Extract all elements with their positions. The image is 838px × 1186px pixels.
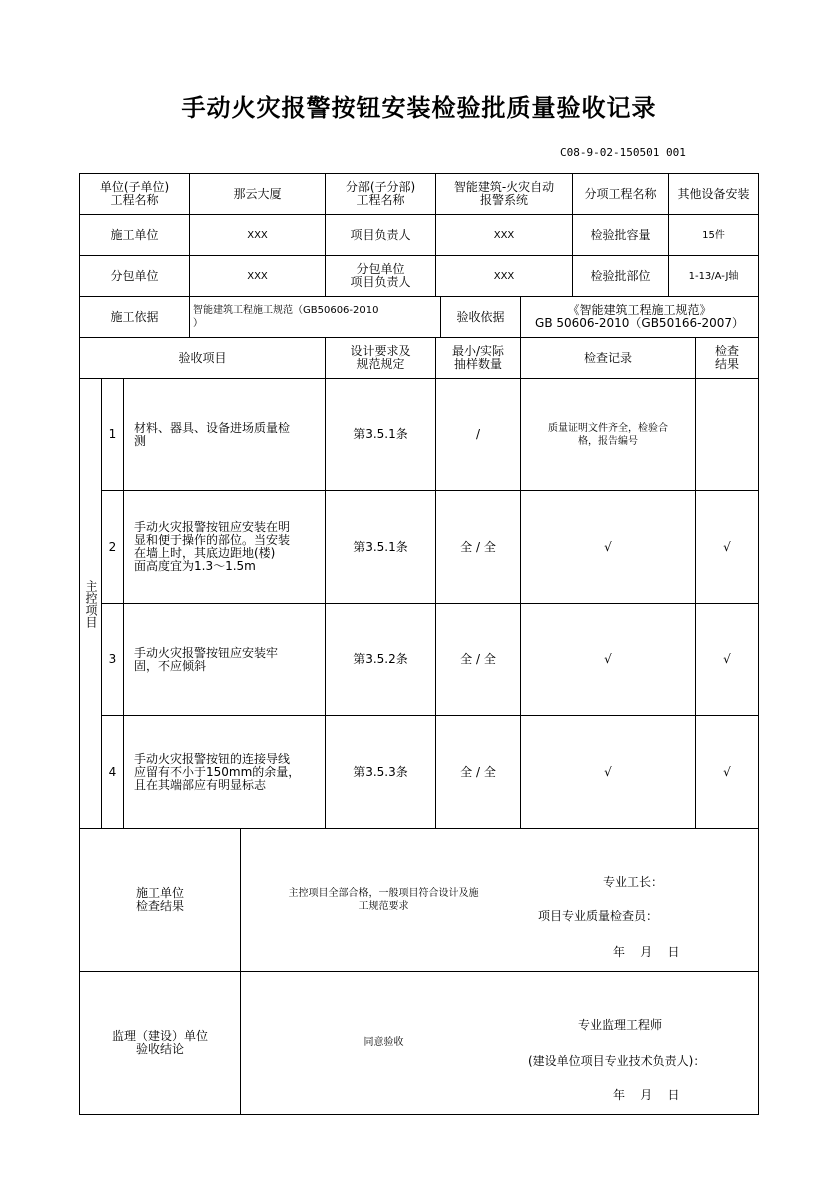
item-sample: 全 / 全: [460, 539, 496, 554]
item-number: 3: [108, 652, 117, 666]
item-result: [696, 379, 758, 490]
acceptance-basis-label: 验收依据: [456, 309, 505, 324]
item-record: √: [604, 764, 612, 779]
col-header-record: 检查记录: [583, 350, 632, 365]
item-record: √: [604, 652, 612, 666]
item-description: 手动火灾报警按钮的连接导线 应留有不小于150mm的余量， 且在其端部应有明显标志: [134, 751, 301, 792]
item-description: 材料、器具、设备进场质量检 测: [134, 420, 291, 448]
unit-name-label: 单位(子单位) 工程名称: [99, 180, 170, 207]
supervision-conclusion: 同意验收: [363, 1036, 404, 1048]
col-header-item: 验收项目: [178, 350, 227, 365]
supervision-label: 监理（建设）单位 验收结论: [111, 1029, 208, 1056]
construction-basis-label: 施工依据: [110, 309, 159, 324]
sub-pm-label: 分包单位 项目负责人: [350, 262, 411, 289]
item-result: √: [723, 764, 731, 779]
item-clause: 第3.5.2条: [353, 652, 408, 666]
item-clause: 第3.5.3条: [353, 764, 408, 779]
item-number: 2: [108, 539, 117, 554]
contractor-label: 施工单位: [110, 227, 159, 242]
supervising-engineer-label: 专业监理工程师: [578, 1017, 663, 1032]
main-control-label: 主控项目: [84, 579, 98, 628]
subitem-label: 分项工程名称: [584, 186, 657, 201]
supervision-date: 年 月 日: [613, 1087, 680, 1102]
construction-basis-value: 智能建筑工程施工规范（GB50606-2010 ）: [193, 305, 379, 329]
item-sample: 全 / 全: [460, 764, 496, 779]
form-code: C08-9-02-150501 001: [560, 146, 686, 159]
batch-location-value: 1-13/A-J轴: [688, 270, 739, 282]
batch-capacity-value: 15件: [702, 229, 725, 241]
sub-pm-value: XXX: [493, 270, 515, 282]
col-header-sample: 最小/实际 抽样数量: [451, 344, 505, 371]
page-title: 手动火灾报警按钮安装检验批质量验收记录: [181, 94, 657, 122]
col-header-result: 检查 结果: [714, 344, 739, 371]
quality-inspector-label: 项目专业质量检查员：: [538, 908, 659, 923]
item-record: 质量证明文件齐全，检验合 格，报告编号: [548, 422, 668, 447]
batch-capacity-label: 检验批容量: [590, 227, 651, 242]
item-description: 手动火灾报警按钮应安装牢 固，不应倾斜: [134, 645, 279, 673]
item-record: √: [604, 539, 612, 554]
item-sample: 全 / 全: [460, 652, 496, 666]
acceptance-basis-value: 《智能建筑工程施工规范》 GB 50606-2010（GB50166-2007）: [535, 303, 744, 330]
subcontractor-label: 分包单位: [110, 268, 159, 283]
col-header-design: 设计要求及 规范规定: [350, 344, 411, 371]
project-manager-value: XXX: [493, 229, 515, 241]
item-number: 1: [108, 427, 117, 441]
item-sample: /: [475, 427, 481, 441]
contractor-value: XXX: [247, 229, 268, 241]
division-label: 分部(子分部) 工程名称: [345, 180, 416, 207]
subcontractor-value: XXX: [247, 270, 268, 282]
item-clause: 第3.5.1条: [353, 539, 408, 554]
item-result: √: [723, 539, 731, 554]
item-clause: 第3.5.1条: [353, 427, 408, 441]
item-number: 4: [108, 764, 117, 779]
project-manager-label: 项目负责人: [350, 227, 411, 242]
subitem-value: 其他设备安装: [677, 186, 750, 201]
foreman-signature-label: 专业工长：: [603, 874, 664, 889]
construction-check-label: 施工单位 检查结果: [135, 886, 184, 913]
item-result: √: [723, 652, 731, 666]
construction-check-date: 年 月 日: [613, 944, 680, 959]
item-description: 手动火灾报警按钮应安装在明 显和便于操作的部位。当安装 在墙上时，其底边距地(楼) 面高度宜为1.3～1.5m: [134, 520, 291, 573]
owner-rep-label: (建设单位项目专业技术负责人)：: [528, 1053, 706, 1068]
unit-name-value: 那云大厦: [233, 186, 282, 201]
construction-check-conclusion: 主控项目全部合格，一般项目符合设计及施 工规范要求: [288, 888, 479, 912]
batch-location-label: 检验批部位: [590, 268, 651, 283]
division-value: 智能建筑-火灾自动 报警系统: [453, 180, 555, 207]
